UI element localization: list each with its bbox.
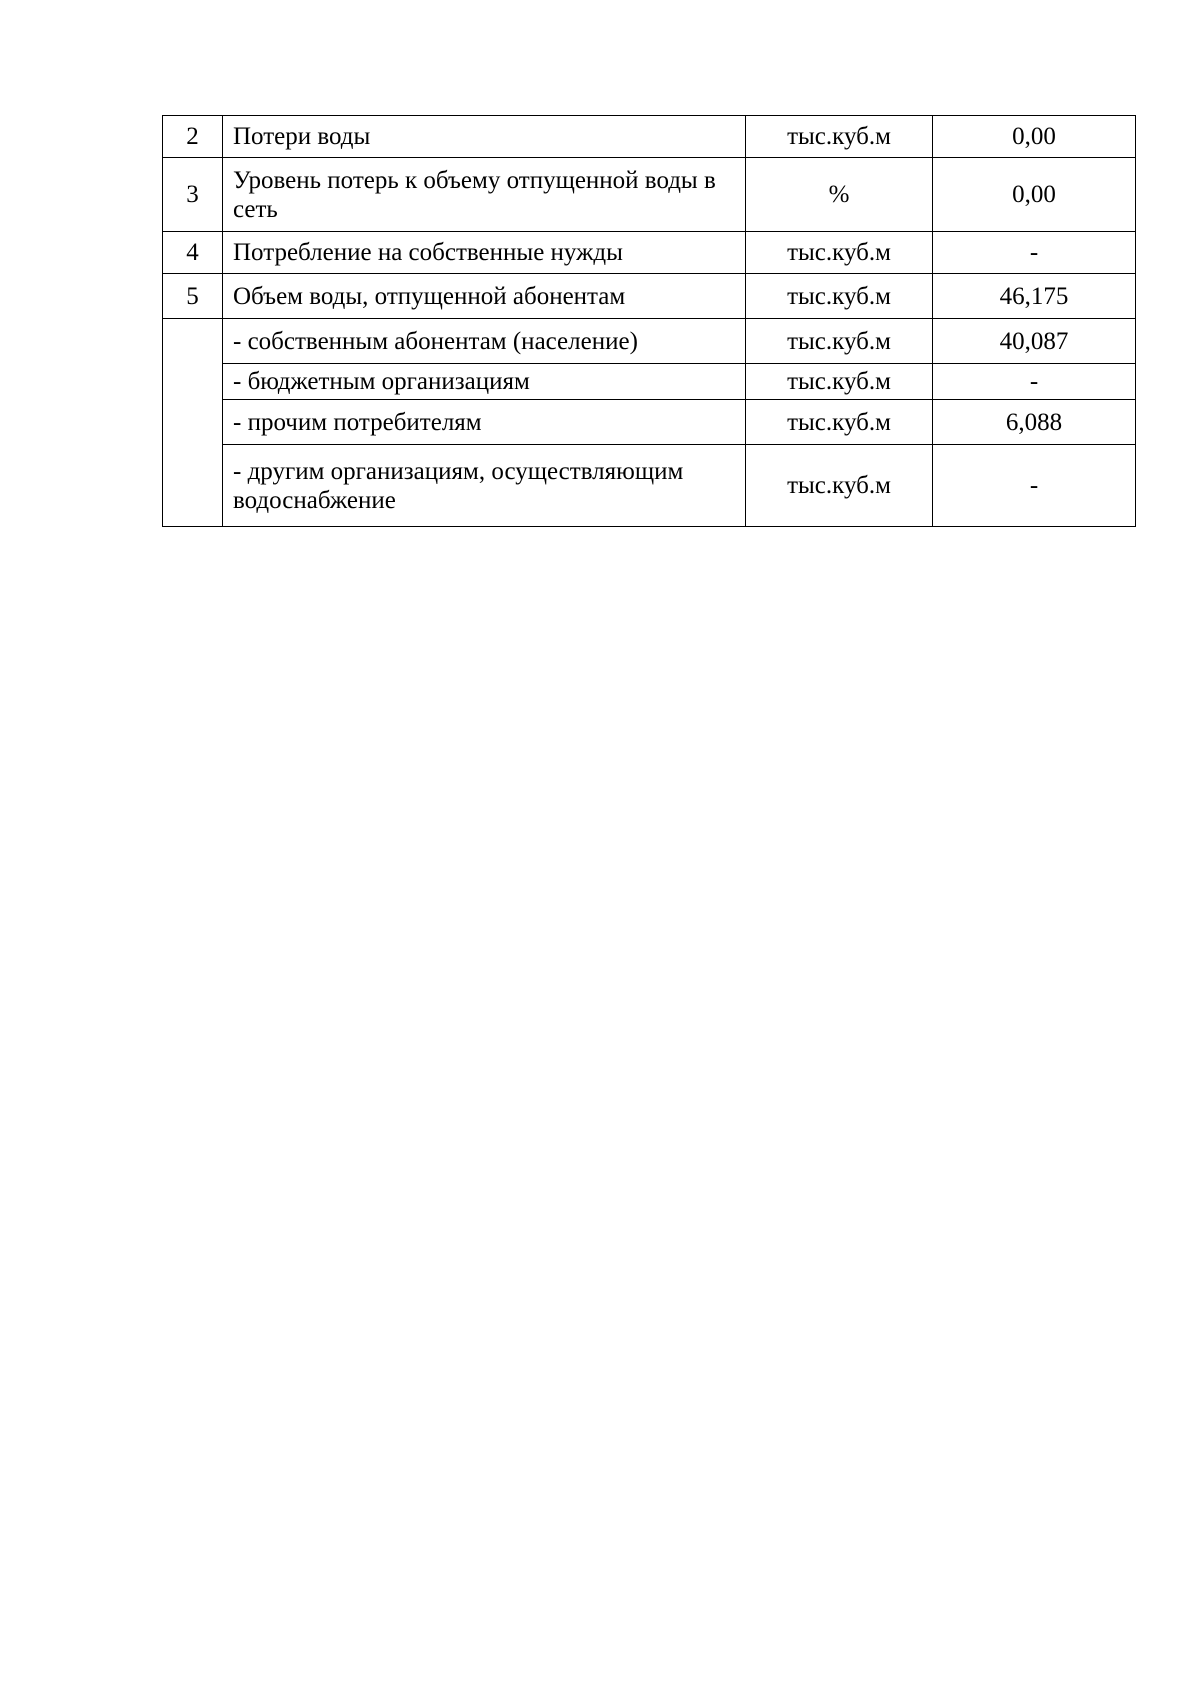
sub-row-value: - [933, 364, 1136, 400]
row-unit: тыс.куб.м [746, 232, 933, 274]
row-number: 2 [163, 116, 223, 158]
sub-row-value: 40,087 [933, 319, 1136, 364]
sub-row-unit: тыс.куб.м [746, 319, 933, 364]
row-value: 46,175 [933, 274, 1136, 319]
row-value: 0,00 [933, 158, 1136, 232]
table-sub-row [163, 445, 1136, 527]
sub-row-name: - собственным абонентам (население) [223, 319, 746, 364]
sub-row-unit: тыс.куб.м [746, 364, 933, 400]
sub-row-name: - другим организациям, осуществляющим водоснабжение [223, 445, 746, 527]
row-unit: тыс.куб.м [746, 274, 933, 319]
row-name: Потери воды [223, 116, 746, 158]
sub-row-name: - бюджетным организациям [223, 364, 746, 400]
row-unit: тыс.куб.м [746, 116, 933, 158]
row-value: 0,00 [933, 116, 1136, 158]
table-row [163, 116, 1136, 158]
table-sub-row [163, 400, 1136, 445]
row-value: - [933, 232, 1136, 274]
row-name: Уровень потерь к объему отпущенной воды в сеть [223, 158, 746, 232]
table-row [163, 232, 1136, 274]
table-sub-row [163, 364, 1136, 400]
row-number: 3 [163, 158, 223, 232]
table-row [163, 158, 1136, 232]
row-number: 5 [163, 274, 223, 319]
row-number: 4 [163, 232, 223, 274]
row-number-empty [163, 319, 223, 527]
sub-row-name: - прочим потребителям [223, 400, 746, 445]
sub-row-unit: тыс.куб.м [746, 400, 933, 445]
table-row [163, 274, 1136, 319]
row-unit: % [746, 158, 933, 232]
table-sub-row [163, 319, 1136, 364]
sub-row-value: - [933, 445, 1136, 527]
sub-row-unit: тыс.куб.м [746, 445, 933, 527]
water-balance-table [162, 115, 1136, 527]
row-name: Потребление на собственные нужды [223, 232, 746, 274]
row-name: Объем воды, отпущенной абонентам [223, 274, 746, 319]
sub-row-value: 6,088 [933, 400, 1136, 445]
